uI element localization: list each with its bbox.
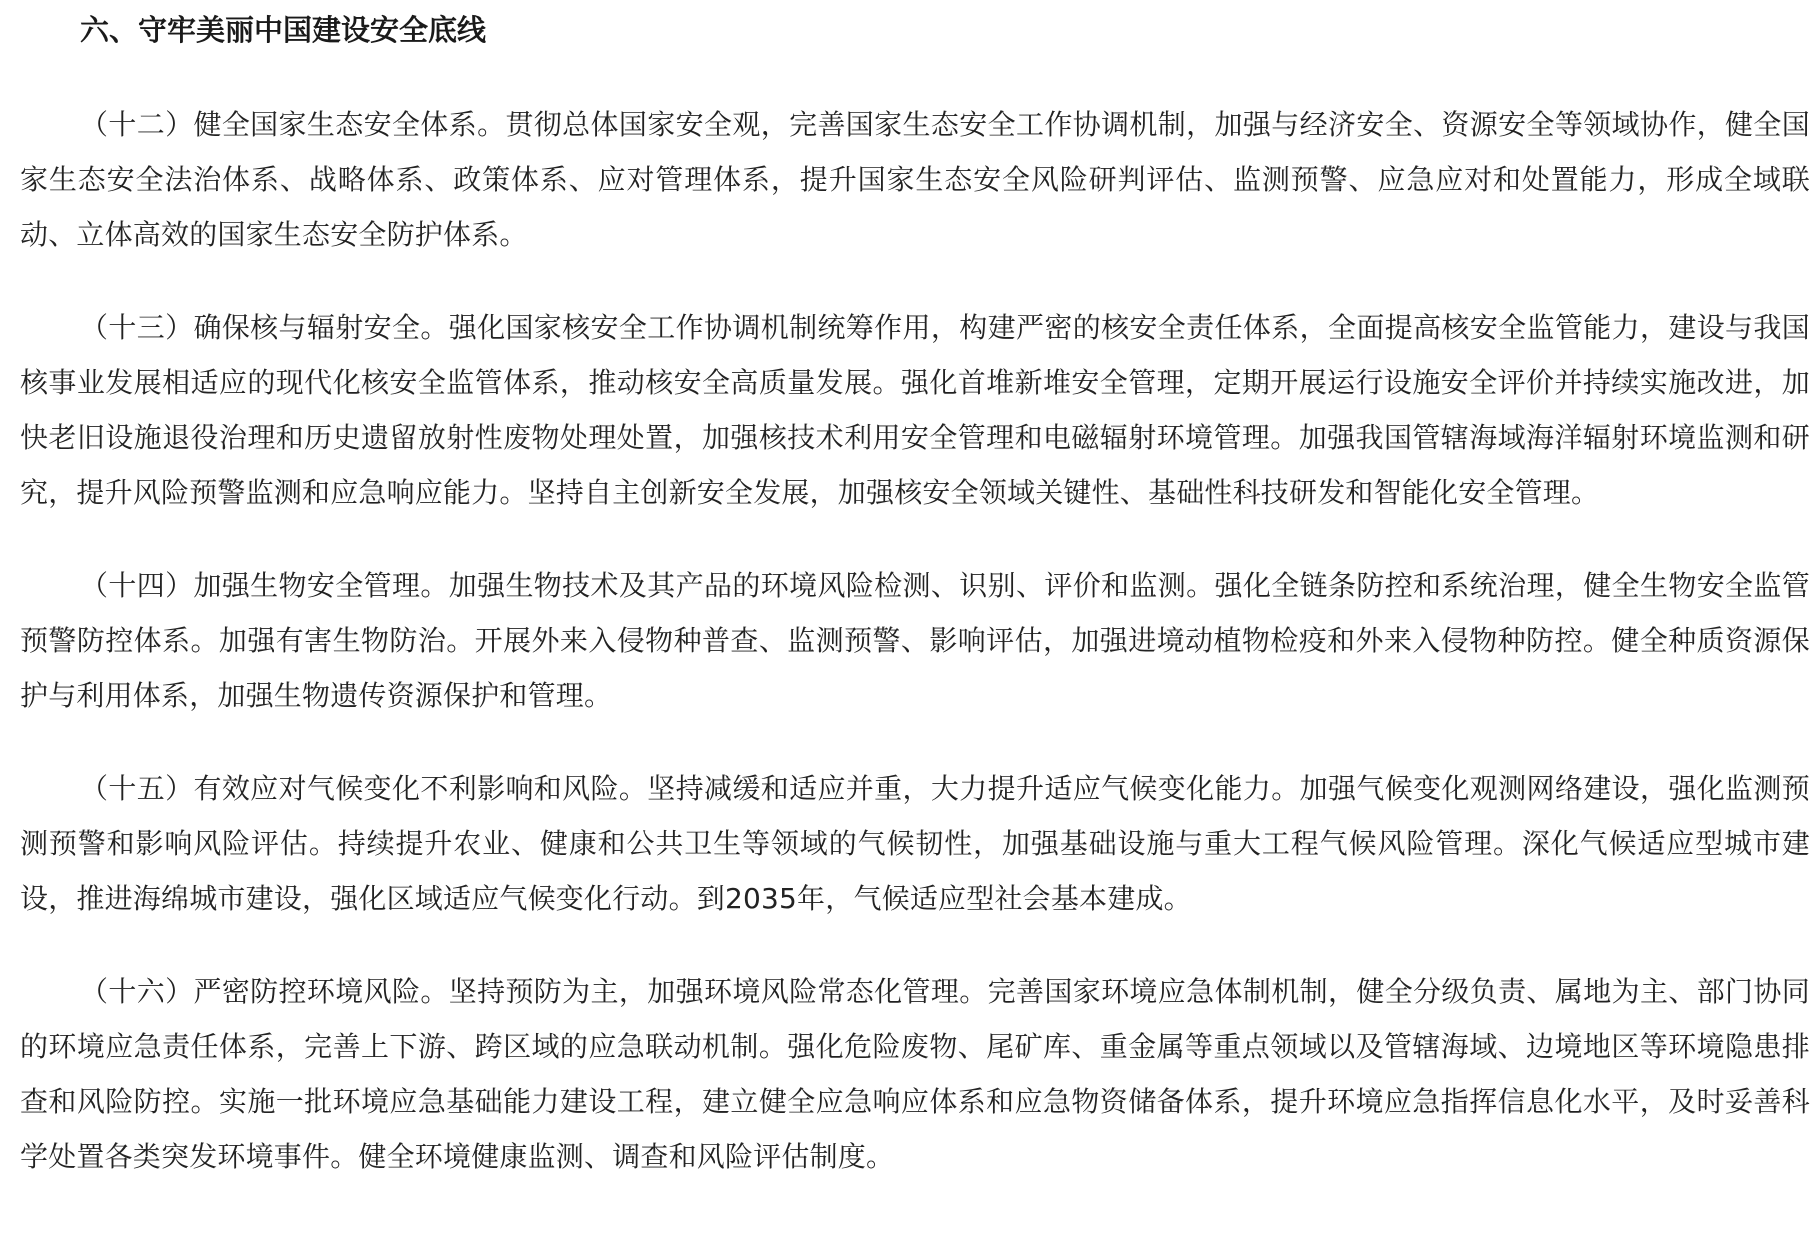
document-body [20,0,1810,1184]
paragraph-14: （十四）加强生物安全管理。加强生物技术及其产品的环境风险检测、识别、评价和监测。强化全链条防控和系统治理，健全生物安全监管预警防控体系。加强有害生物防治。开展外来入侵物种普查、监测预警、影响评估，加强进境动植物检疫和外来入侵物种防控。健全种质资源保护与利用体系，加强生物遗传资源保护和管理。 [20,569,1810,712]
paragraph-16: （十六）严密防控环境风险。坚持预防为主，加强环境风险常态化管理。完善国家环境应急体制机制，健全分级负责、属地为主、部门协同的环境应急责任体系，完善上下游、跨区域的应急联动机制。强化危险废物、尾矿库、重金属等重点领域以及管辖海域、边境地区等环境隐患排查和风险防控。实施一批环境应急基础能力建设工程，建立健全应急响应体系和应急物资储备体系，提升环境应急指挥信息化水平，及时妥善科学处置各类突发环境事件。健全环境健康监测、调查和风险评估制度。 [20,975,1810,1173]
paragraph-12: （十二）健全国家生态安全体系。贯彻总体国家安全观，完善国家生态安全工作协调机制，加强与经济安全、资源安全等领域协作，健全国家生态安全法治体系、战略体系、政策体系、应对管理体系，提升国家生态安全风险研判评估、监测预警、应急应对和处置能力，形成全域联动、立体高效的国家生态安全防护体系。 [20,108,1810,251]
paragraph-15: （十五）有效应对气候变化不利影响和风险。坚持减缓和适应并重，大力提升适应气候变化能力。加强气候变化观测网络建设，强化监测预测预警和影响风险评估。持续提升农业、健康和公共卫生等领域的气候韧性，加强基础设施与重大工程气候风险管理。深化气候适应型城市建设，推进海绵城市建设，强化区域适应气候变化行动。到2035年，气候适应型社会基本建成。 [20,772,1810,915]
section-heading: 六、守牢美丽中国建设安全底线 [80,13,487,47]
paragraph-13: （十三）确保核与辐射安全。强化国家核安全工作协调机制统筹作用，构建严密的核安全责任体系，全面提高核安全监管能力，建设与我国核事业发展相适应的现代化核安全监管体系，推动核安全高质量发展。强化首堆新堆安全管理，定期开展运行设施安全评价并持续实施改进，加快老旧设施退役治理和历史遗留放射性废物处理处置，加强核技术利用安全管理和电磁辐射环境管理。加强我国管辖海域海洋辐射环境监测和研究，提升风险预警监测和应急响应能力。坚持自主创新安全发展，加强核安全领域关键性、基础性科技研发和智能化安全管理。 [20,311,1810,509]
